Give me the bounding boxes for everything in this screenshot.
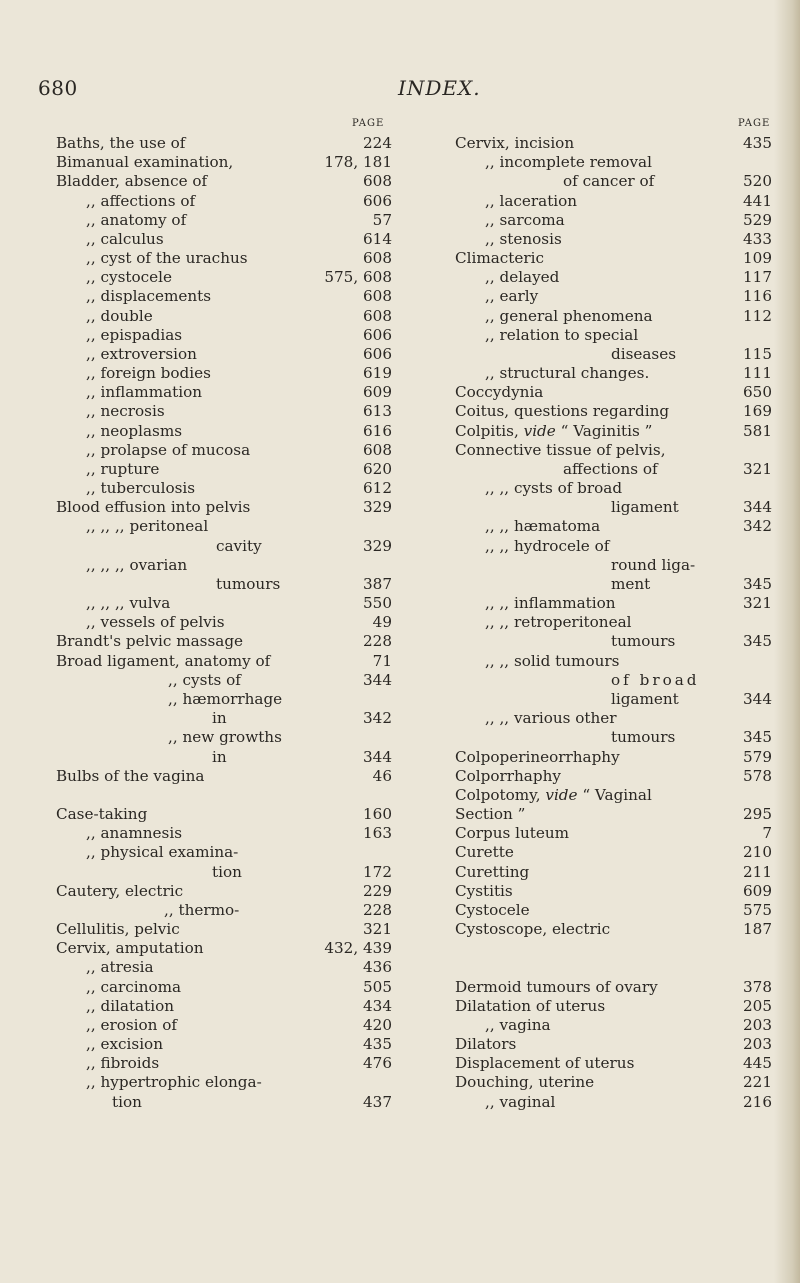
page-ref: 378 [743, 977, 772, 996]
page-ref: 210 [743, 843, 772, 862]
page-ref: 344 [363, 670, 392, 689]
index-term: Curetting [455, 862, 530, 881]
page-ref: 117 [743, 268, 772, 287]
page-ref: 435 [363, 1035, 392, 1054]
page-ref: 163 [363, 824, 392, 843]
index-term-main: Colpotomy, [455, 785, 541, 804]
index-term: ,, dilatation [86, 996, 175, 1015]
index-term: of broad [611, 670, 700, 689]
page-ref: 608 [363, 306, 392, 325]
index-term: ,, structural changes. [485, 364, 650, 383]
index-term: ,, cyst of the urachus [86, 249, 248, 268]
index-term: Corpus luteum [455, 824, 570, 843]
page-ref: 115 [743, 344, 772, 363]
page-ref: 616 [363, 421, 392, 440]
page-ref: 211 [743, 862, 772, 881]
page-ref: 434 [363, 996, 392, 1015]
index-term: ,, hæmorrhage [168, 689, 283, 708]
index-term: ,, cystocele [86, 268, 172, 287]
index-term-ref: “ Vaginitis ” [560, 421, 653, 440]
index-term: tion [212, 862, 242, 881]
vide-italic: vide [523, 421, 556, 440]
index-term: Cystoscope, electric [455, 920, 611, 939]
page-ref: 160 [363, 805, 392, 824]
index-term: ,, incomplete removal [485, 153, 652, 172]
index-term: Bimanual examination, [56, 153, 234, 172]
index-term: ,, double [86, 306, 153, 325]
page-ref: 329 [363, 536, 392, 555]
index-term: ,, cysts of [168, 670, 241, 689]
index-term: tumours [216, 574, 281, 593]
left-page-label: PAGE [352, 118, 385, 129]
index-term: ,, fibroids [86, 1054, 160, 1073]
page-ref: 606 [363, 191, 392, 210]
index-term: Dermoid tumours of ovary [455, 977, 658, 996]
page-ref: 529 [743, 210, 772, 229]
page-ref: 344 [743, 689, 772, 708]
page-ref: 295 [743, 805, 772, 824]
index-term: cavity [216, 536, 262, 555]
page-ref: 608 [363, 440, 392, 459]
index-term: ligament [611, 689, 679, 708]
index-term-main: Colpitis, [455, 421, 519, 440]
index-term: Dilators [455, 1035, 517, 1054]
index-term: ,, ,, ,, peritoneal [86, 517, 209, 536]
page-ref: 575, 608 [324, 268, 392, 287]
page-ref: 49 [372, 613, 392, 632]
index-term: ,, atresia [86, 958, 154, 977]
page-ref: 321 [743, 594, 772, 613]
index-term: Broad ligament, anatomy of [56, 651, 271, 670]
index-term: ,, rupture [86, 459, 160, 478]
index-term: ,, calculus [86, 229, 164, 248]
index-term: Curette [455, 843, 514, 862]
index-term: ,, extroversion [86, 344, 197, 363]
index-term: ,, carcinoma [86, 977, 182, 996]
page-ref: 581 [743, 421, 772, 440]
index-term: ,, erosion of [86, 1015, 178, 1034]
page-ref: 575 [743, 900, 772, 919]
index-term: ,, ,, hydrocele of [485, 536, 610, 555]
page-ref: 608 [363, 249, 392, 268]
page-ref: 228 [363, 632, 392, 651]
index-term: round liga- [611, 555, 696, 574]
page-ref: 620 [363, 459, 392, 478]
index-term: ,, ,, cysts of broad [485, 479, 623, 498]
index-term: Coitus, questions regarding [455, 402, 670, 421]
index-term: Connective tissue of pelvis, [455, 440, 666, 459]
page-ref: 433 [743, 229, 772, 248]
index-term: in [212, 747, 227, 766]
page-ref: 71 [372, 651, 392, 670]
page-ref: 435 [743, 134, 772, 152]
index-term: Baths, the use of [56, 134, 186, 152]
page-ref: 609 [363, 383, 392, 402]
page-ref: 329 [363, 498, 392, 517]
index-term: ,, stenosis [485, 229, 562, 248]
index-term: Cervix, amputation [56, 939, 204, 958]
index-term: Brandt's pelvic massage [56, 632, 244, 651]
page-ref: 109 [743, 249, 772, 268]
page-ref: 224 [363, 134, 392, 152]
index-term: of cancer of [563, 172, 655, 191]
page-ref: 606 [363, 344, 392, 363]
index-term: Section ” [455, 805, 526, 824]
page-ref: 609 [743, 881, 772, 900]
index-term: ,, ,, various other [485, 709, 617, 728]
index-term: ,, general phenomena [485, 306, 653, 325]
index-term: ,, prolapse of mucosa [86, 440, 251, 459]
page-ref: 172 [363, 862, 392, 881]
index-term: ,, vessels of pelvis [86, 613, 225, 632]
index-term: Colporrhaphy [455, 766, 561, 785]
page-ref: 505 [363, 977, 392, 996]
index-term: Colpoperineorrhaphy [455, 747, 620, 766]
index-term: ,, ,, retroperitoneal [485, 613, 632, 632]
index-term: ,, vaginal [485, 1092, 556, 1111]
page-ref: 345 [743, 728, 772, 747]
index-term: ,, relation to special [485, 325, 639, 344]
index-term: Cellulitis, pelvic [56, 920, 180, 939]
index-term: Bulbs of the vagina [56, 766, 205, 785]
page-ref: 178, 181 [324, 153, 392, 172]
page-ref: 420 [363, 1015, 392, 1034]
page-ref: 187 [743, 920, 772, 939]
page-ref: 203 [743, 1015, 772, 1034]
index-term: ,, tuberculosis [86, 479, 196, 498]
index-term: Cystocele [455, 900, 530, 919]
page-ref: 228 [363, 900, 392, 919]
index-term: Cervix, incision [455, 134, 575, 152]
index-term: tion [112, 1092, 142, 1111]
index-term: ,, foreign bodies [86, 364, 211, 383]
index-term: Cystitis [455, 881, 513, 900]
index-term: ,, new growths [168, 728, 282, 747]
right-page-label: PAGE [738, 118, 771, 129]
page-ref: 432, 439 [324, 939, 392, 958]
page-ref: 169 [743, 402, 772, 421]
index-term: ,, ,, solid tumours [485, 651, 620, 670]
index-term: ,, inflammation [86, 383, 203, 402]
page-ref: 216 [743, 1092, 772, 1111]
page-ref: 229 [363, 881, 392, 900]
index-term: ,, excision [86, 1035, 163, 1054]
page-ref: 436 [363, 958, 392, 977]
index-term: ,, hypertrophic elonga- [86, 1073, 262, 1092]
index-term: ,, laceration [485, 191, 578, 210]
index-term: ,, epispadias [86, 325, 183, 344]
page-ref: 619 [363, 364, 392, 383]
page-ref: 612 [363, 479, 392, 498]
index-term: ,, affections of [86, 191, 196, 210]
index-term: ,, anatomy of [86, 210, 187, 229]
index-term: ,, thermo- [164, 900, 240, 919]
index-term: ligament [611, 498, 679, 517]
index-term [455, 422, 652, 441]
page-ref: 520 [743, 172, 772, 191]
page-ref: 608 [363, 287, 392, 306]
page-ref: 321 [743, 459, 772, 478]
index-term: ,, sarcoma [485, 210, 565, 229]
index-term: tumours [611, 632, 676, 651]
index-term: ,, delayed [485, 268, 560, 287]
index-term: diseases [611, 344, 676, 363]
page-ref: 111 [743, 364, 772, 383]
left-index-column [56, 134, 392, 1112]
index-term: ,, vagina [485, 1015, 551, 1034]
page-ref: 441 [743, 191, 772, 210]
page-ref: 205 [743, 996, 772, 1015]
page-ref: 321 [363, 920, 392, 939]
page-ref: 613 [363, 402, 392, 421]
page-ref: 578 [743, 766, 772, 785]
page-ref: 345 [743, 574, 772, 593]
page-ref: 579 [743, 747, 772, 766]
index-term: ,, physical examina- [86, 843, 239, 862]
index-term: Coccydynia [455, 383, 544, 402]
page-ref: 344 [743, 498, 772, 517]
index-term: Cautery, electric [56, 881, 184, 900]
index-term: Bladder, absence of [56, 172, 208, 191]
page-ref: 342 [363, 709, 392, 728]
index-term [455, 786, 652, 805]
index-term: ,, ,, hæmatoma [485, 517, 601, 536]
index-term: ,, ,, inflammation [485, 594, 616, 613]
index-term: Dilatation of uterus [455, 996, 606, 1015]
index-term: affections of [563, 459, 658, 478]
index-term: Climacteric [455, 249, 545, 268]
page-ref: 437 [363, 1092, 392, 1111]
index-term: Case-taking [56, 805, 148, 824]
page-ref: 112 [743, 306, 772, 325]
page-ref: 221 [743, 1073, 772, 1092]
page-ref: 57 [372, 210, 392, 229]
index-term: ,, neoplasms [86, 421, 183, 440]
page-ref: 614 [363, 229, 392, 248]
page-ref: 650 [743, 383, 772, 402]
page-number: 680 [38, 76, 78, 100]
index-term: ,, ,, ,, ovarian [86, 555, 188, 574]
index-term: Douching, uterine [455, 1073, 595, 1092]
index-term: ,, early [485, 287, 539, 306]
page-ref: 7 [762, 824, 772, 843]
page-ref: 342 [743, 517, 772, 536]
index-term: ,, ,, ,, vulva [86, 594, 171, 613]
index-term: ,, necrosis [86, 402, 165, 421]
index-term: tumours [611, 728, 676, 747]
index-term: Blood effusion into pelvis [56, 498, 251, 517]
index-term-ref: “ Vaginal [582, 785, 652, 804]
index-term: ,, displacements [86, 287, 212, 306]
running-head: INDEX. [398, 76, 481, 100]
index-term: ,, anamnesis [86, 824, 182, 843]
page-ref: 203 [743, 1035, 772, 1054]
page-ref: 116 [743, 287, 772, 306]
index-term: ment [611, 574, 651, 593]
page-ref: 476 [363, 1054, 392, 1073]
page-ref: 608 [363, 172, 392, 191]
page-ref: 550 [363, 594, 392, 613]
page-edge [774, 0, 800, 1283]
vide-italic: vide [545, 785, 578, 804]
page-ref: 387 [363, 574, 392, 593]
page-ref: 345 [743, 632, 772, 651]
page-ref: 606 [363, 325, 392, 344]
page-ref: 445 [743, 1054, 772, 1073]
page-ref: 46 [372, 766, 392, 785]
index-term: in [212, 709, 227, 728]
right-index-column [455, 134, 772, 1112]
page-ref: 344 [363, 747, 392, 766]
index-term: Displacement of uterus [455, 1054, 635, 1073]
